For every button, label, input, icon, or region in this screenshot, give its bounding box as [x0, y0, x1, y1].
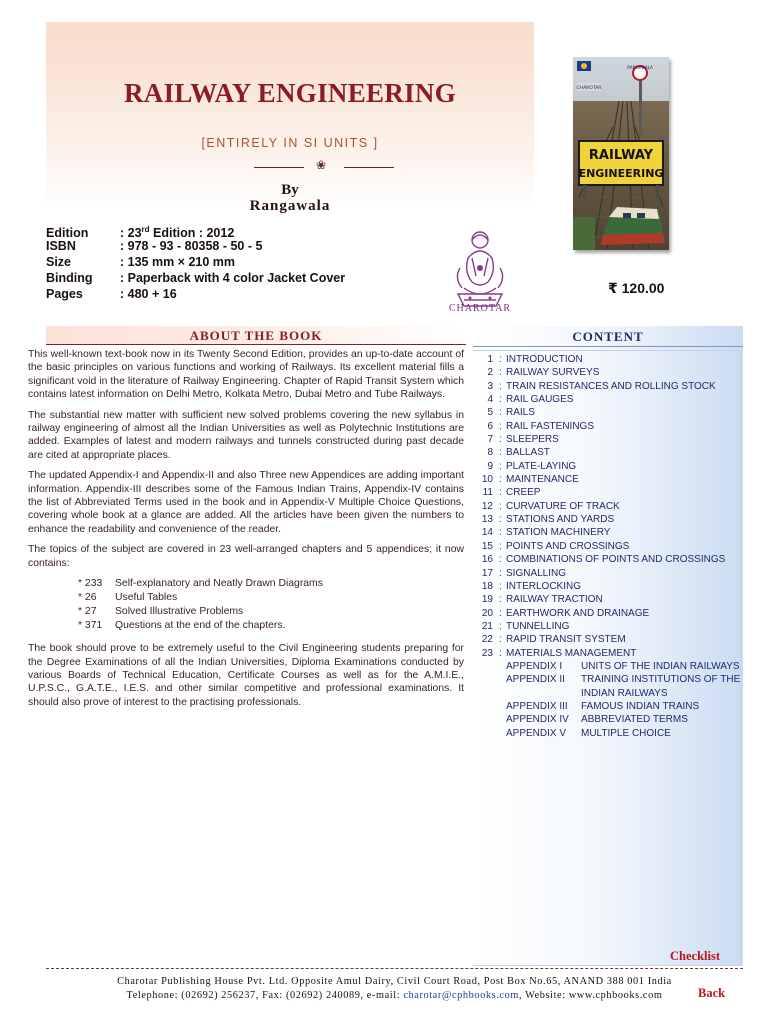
chapter-separator: :	[499, 407, 502, 419]
email-link[interactable]: charotar@cphbooks.com	[403, 990, 519, 1001]
chapter-number: 22	[481, 634, 493, 646]
feature-text: Solved Illustrative Problems	[115, 606, 244, 618]
by-label: By	[281, 182, 299, 198]
about-paragraph: The topics of the subject are covered in 23 well-arranged chapters and 5 appendices; it now contains:	[28, 544, 464, 569]
cover-badge-text: RANGAWALA	[627, 65, 653, 70]
chapter-separator: :	[499, 634, 502, 646]
toc-chapter-item	[479, 593, 743, 606]
chapter-number: 2	[487, 367, 493, 379]
chapter-number: 16	[481, 554, 493, 566]
detail-value: : 978 - 93 - 80358 - 50 - 5	[120, 239, 263, 253]
appendix-label: APPENDIX II	[506, 674, 565, 686]
chapter-title: RAILS	[506, 407, 535, 419]
toc-chapter-item	[479, 433, 743, 446]
publisher-logo-icon	[450, 228, 510, 314]
toc-chapter-item	[479, 567, 743, 580]
chapter-number: 3	[487, 380, 493, 392]
appendix-title: MULTIPLE CHOICE	[581, 727, 671, 739]
chapter-separator: :	[499, 647, 502, 659]
footer-contact	[46, 990, 743, 1001]
chapter-title: STATION MACHINERY	[506, 527, 611, 539]
chapter-number: 6	[487, 420, 493, 432]
chapter-title: POINTS AND CROSSINGS	[506, 540, 630, 552]
appendix-title: TRAINING INSTITUTIONS OF THE	[581, 674, 741, 686]
chapter-separator: :	[499, 367, 502, 379]
chapter-separator: :	[499, 354, 502, 365]
chapter-number: 8	[487, 447, 493, 459]
feature-item	[28, 605, 464, 619]
detail-value: : Paperback with 4 color Jacket Cover	[120, 271, 346, 285]
appendix-label: APPENDIX IV	[506, 714, 569, 726]
detail-binding	[46, 270, 426, 286]
cover-title-line2: ENGINEERING	[578, 167, 664, 180]
book-cover-image[interactable]	[573, 57, 669, 250]
feature-count: * 371	[78, 620, 103, 632]
appendix-label: APPENDIX V	[506, 727, 567, 739]
chapter-separator: :	[499, 394, 502, 406]
toc-chapter-item	[479, 366, 743, 379]
toc-chapter-item	[479, 420, 743, 433]
chapter-separator: :	[499, 434, 502, 446]
toc-chapter-item	[479, 633, 743, 646]
chapter-title: RAPID TRANSIT SYSTEM	[506, 634, 626, 646]
footer-address: Charotar Publishing House Pvt. Ltd. Opposite Amul Dairy, Civil Court Road, Post Box No.65, ANAND 388 001 India	[117, 976, 672, 987]
appendix-label: APPENDIX III	[506, 700, 568, 712]
chapter-separator: :	[499, 420, 502, 432]
toc-appendix-item	[479, 673, 743, 686]
toc-chapter-item	[479, 647, 743, 660]
toc-chapter-item	[479, 353, 743, 366]
detail-isbn	[46, 238, 426, 254]
toc-chapter-item	[479, 607, 743, 620]
chapter-title: SIGNALLING	[506, 567, 567, 579]
chapter-separator: :	[499, 447, 502, 459]
detail-edition	[46, 222, 426, 241]
feature-list	[28, 577, 464, 633]
chapter-number: 19	[481, 594, 493, 606]
title-ornament	[254, 158, 394, 173]
chapter-title: RAILWAY TRACTION	[506, 594, 603, 606]
chapter-number: 7	[487, 434, 493, 446]
chapter-title: RAIL FASTENINGS	[506, 420, 594, 432]
toc-chapter-item	[479, 553, 743, 566]
publisher-logo-text: CHAROTAR	[448, 303, 512, 314]
about-paragraph: This well-known text-book now in its Twenty Second Edition, provides an up-to-date account of the basic principles on various functions and working of Railways. Its excellent material fills a significant void in the literature of Railway Engineering. Chapter of Rapid Transit System which contains latest information on Delhi Metro, Kolkata Metro, Dubai Metro and Tube Railways.	[28, 349, 464, 401]
detail-label: Binding	[46, 271, 93, 285]
about-paragraph: The substantial new matter with sufficient new solved problems covering the new syllabus in railway engineering of almost all the Indian Universities as well as Polytechnic Institutions are added. Examples of latest and modern railways and tunnels constructed during past decade are cited at appropriate places.	[28, 409, 464, 461]
chapter-separator: :	[499, 594, 502, 606]
chapter-number: 12	[481, 500, 493, 512]
toc-appendix-item	[479, 727, 743, 740]
appendix-title: ABBREVIATED TERMS	[581, 714, 688, 726]
cover-title-line1: RAILWAY	[588, 148, 654, 163]
chapter-separator: :	[499, 500, 502, 512]
edition-number: : 23	[120, 226, 142, 241]
about-heading: ABOUT THE BOOK	[46, 326, 466, 345]
book-price: ₹ 120.00	[608, 280, 665, 296]
detail-size	[46, 254, 426, 270]
chapter-title: INTERLOCKING	[506, 580, 582, 592]
chapter-separator: :	[499, 607, 502, 619]
detail-label: ISBN	[46, 239, 76, 253]
feature-text: Useful Tables	[115, 592, 178, 604]
author-name: Rangawala	[249, 198, 331, 214]
detail-value: : 135 mm × 210 mm	[120, 255, 235, 269]
chapter-title: COMBINATIONS OF POINTS AND CROSSINGS	[506, 554, 726, 566]
book-title: RAILWAY ENGINEERING	[123, 78, 457, 108]
toc-chapter-item	[479, 620, 743, 633]
detail-pages	[46, 286, 426, 302]
back-link[interactable]: Back	[698, 986, 726, 1000]
chapter-title: MAINTENANCE	[506, 474, 579, 486]
appendix-title: UNITS OF THE INDIAN RAILWAYS	[581, 660, 740, 672]
chapter-title: CREEP	[506, 487, 541, 499]
cover-publisher-tag: CHAROTAR	[576, 86, 602, 91]
checklist-link[interactable]: Checklist	[670, 949, 720, 963]
toc-appendix-item	[479, 660, 743, 673]
chapter-separator: :	[499, 380, 502, 392]
chapter-separator: :	[499, 527, 502, 539]
chapter-number: 21	[481, 620, 493, 632]
toc-chapter-item	[479, 540, 743, 553]
ornament-rule-left	[254, 167, 304, 168]
detail-value: : 480 + 16	[120, 287, 177, 301]
toc-appendix-item	[479, 687, 743, 700]
feature-item	[28, 577, 464, 591]
flower-icon: ❀	[316, 158, 327, 172]
chapter-number: 5	[487, 407, 493, 419]
chapter-title: RAIL GAUGES	[506, 394, 574, 406]
chapter-separator: :	[499, 460, 502, 472]
toc-chapter-item	[479, 473, 743, 486]
chapter-number: 4	[487, 394, 493, 406]
chapter-title: TUNNELLING	[506, 620, 570, 632]
chapter-number: 14	[481, 527, 493, 539]
chapter-title: PLATE-LAYING	[506, 460, 577, 472]
chapter-number: 9	[487, 460, 493, 472]
footer-website-label: , Website:	[518, 990, 569, 1001]
book-subtitle: [ENTIRELY IN SI UNITS ]	[201, 136, 379, 150]
content-panel	[473, 326, 743, 966]
toc-chapter-item	[479, 580, 743, 593]
chapter-separator: :	[499, 514, 502, 526]
chapter-number: 23	[481, 647, 493, 659]
chapter-number: 1	[487, 354, 493, 365]
detail-label: Edition	[46, 226, 89, 241]
feature-count: * 27	[78, 606, 97, 618]
feature-item	[28, 591, 464, 605]
content-heading: CONTENT	[473, 326, 743, 347]
chapter-title: RAILWAY SURVEYS	[506, 367, 600, 379]
footer-phone-fax: Telephone: (02692) 256237, Fax: (02692) 240089, e-mail:	[126, 990, 404, 1001]
edition-year: Edition : 2012	[149, 226, 235, 241]
chapter-title: TRAIN RESISTANCES AND ROLLING STOCK	[506, 380, 716, 392]
toc-chapter-item	[479, 500, 743, 513]
chapter-title: MATERIALS MANAGEMENT	[506, 647, 637, 659]
chapter-number: 15	[481, 540, 493, 552]
toc-chapter-item	[479, 526, 743, 539]
feature-text: Questions at the end of the chapters.	[115, 620, 286, 632]
toc-chapter-item	[479, 406, 743, 419]
feature-count: * 26	[78, 592, 97, 604]
feature-count: * 233	[78, 578, 103, 590]
about-paragraph: The updated Appendix-I and Appendix-II and also Three new Appendices are adding important information. Appendix-III describes some of the Famous Indian Trains, Appendix-IV contains the list of Abbreviated Terms used in the book and in Appendix-V Multiple Choice Questions, covering whole book at a glance are added. All the articles have been given the numbers to enhance the readability and convenience of the reader.	[28, 470, 464, 535]
title-banner	[46, 22, 534, 214]
toc-chapter-item	[479, 486, 743, 499]
footer-divider	[46, 968, 743, 969]
chapter-separator: :	[499, 620, 502, 632]
chapter-number: 20	[481, 607, 493, 619]
chapter-title: EARTHWORK AND DRAINAGE	[506, 607, 650, 619]
chapter-title: INTRODUCTION	[506, 354, 583, 365]
toc-chapter-item	[479, 393, 743, 406]
detail-label: Size	[46, 255, 72, 269]
chapter-title: SLEEPERS	[506, 434, 559, 446]
toc-appendix-item	[479, 700, 743, 713]
website-link[interactable]: www.cphbooks.com	[568, 990, 663, 1001]
about-section	[28, 348, 464, 716]
about-paragraph: The book should prove to be extremely useful to the Civil Engineering students preparing for the Degree Examinations of all the Indian Universities, Diploma Examinations conducted by various Boards of Technical Education, Certificate Courses as well as for the A.M.I.E., U.P.S.C., G.A.T.E., I.E.S. and other similar competitive and professional examinations. It should also prove of interest to the practising professionals.	[28, 643, 464, 708]
book-details	[46, 222, 426, 302]
chapter-number: 13	[481, 514, 493, 526]
appendix-title: FAMOUS INDIAN TRAINS	[581, 700, 700, 712]
chapter-title: BALLAST	[506, 447, 550, 459]
feature-item	[28, 619, 464, 633]
chapter-separator: :	[499, 580, 502, 592]
toc-chapter-item	[479, 446, 743, 459]
chapter-separator: :	[499, 567, 502, 579]
toc-chapter-item	[479, 380, 743, 393]
chapter-separator: :	[499, 554, 502, 566]
chapter-separator: :	[499, 487, 502, 499]
chapter-number: 18	[481, 580, 493, 592]
chapter-separator: :	[499, 474, 502, 486]
chapter-number: 11	[482, 487, 493, 499]
chapter-title: CURVATURE OF TRACK	[506, 500, 620, 512]
toc-chapter-item	[479, 513, 743, 526]
chapter-title: STATIONS AND YARDS	[506, 514, 615, 526]
detail-label: Pages	[46, 287, 83, 301]
ornament-rule-right	[344, 167, 394, 168]
feature-text: Self-explanatory and Neatly Drawn Diagrams	[115, 578, 323, 590]
toc-chapter-item	[479, 460, 743, 473]
appendix-title: INDIAN RAILWAYS	[581, 687, 668, 699]
chapter-separator: :	[499, 540, 502, 552]
table-of-contents	[479, 353, 743, 740]
toc-appendix-item	[479, 713, 743, 726]
chapter-number: 10	[481, 474, 493, 486]
edition-ordinal: rd	[141, 225, 150, 234]
appendix-label: APPENDIX I	[506, 660, 563, 672]
chapter-number: 17	[481, 567, 493, 579]
